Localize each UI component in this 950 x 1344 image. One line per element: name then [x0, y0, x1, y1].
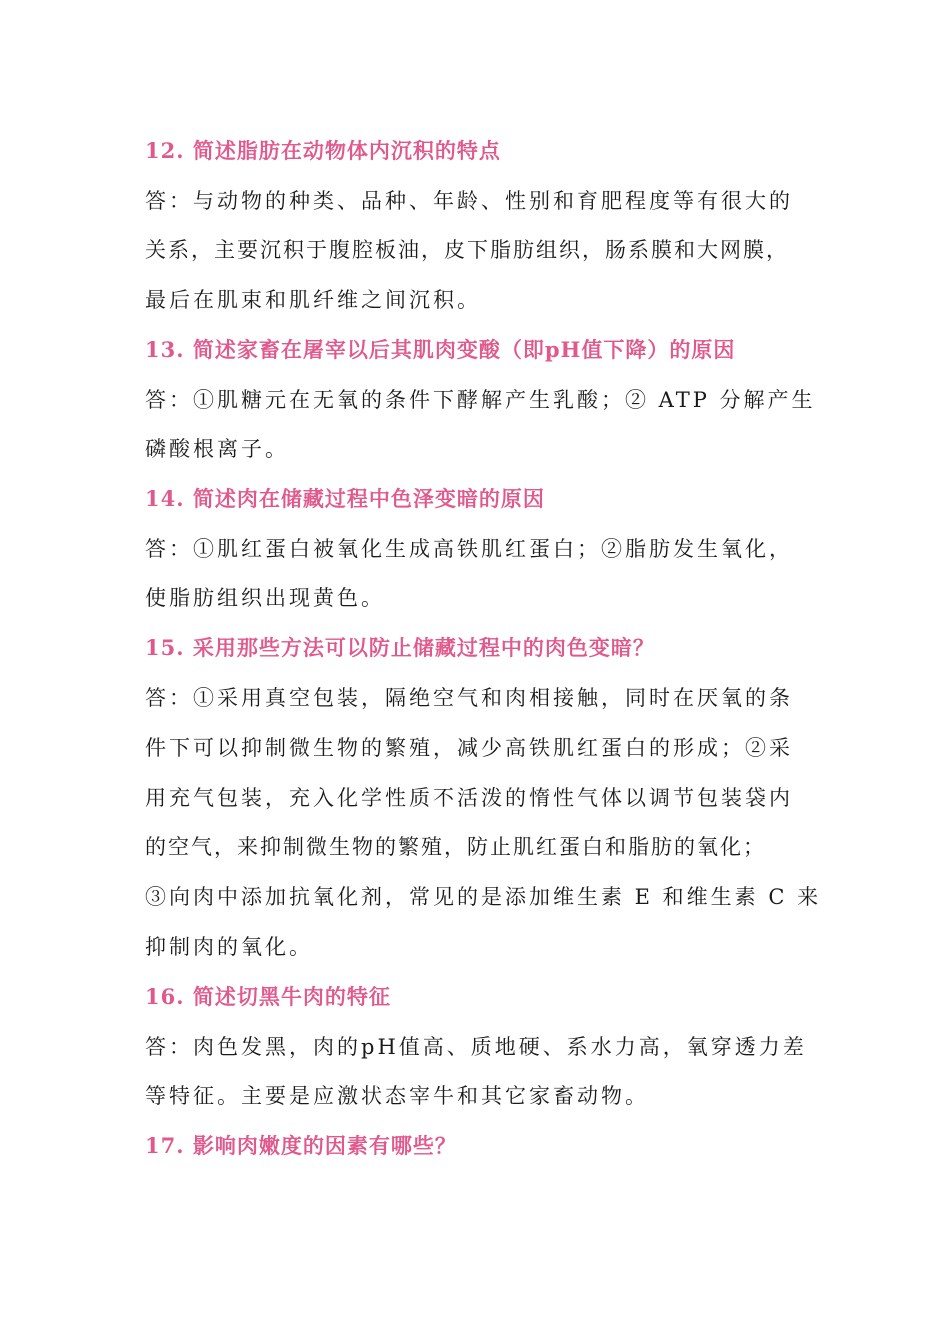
answer-16-line-1: 答：肉色发黑，肉的pH值高、质地硬、系水力高，氧穿透力差: [145, 1035, 807, 1059]
question-13-heading: 13. 简述家畜在屠宰以后其肌肉变酸（即pH值下降）的原因: [145, 337, 736, 362]
question-14-heading: 14. 简述肉在储藏过程中色泽变暗的原因: [145, 486, 545, 511]
answer-12-line-1: 答：与动物的种类、品种、年龄、性别和育肥程度等有很大的: [145, 189, 793, 213]
answer-14-line-2: 使脂肪组织出现黄色。: [145, 586, 385, 610]
answer-12-line-2: 关系，主要沉积于腹腔板油，皮下脂肪组织，肠系膜和大网膜，: [145, 238, 789, 262]
answer-12-line-3: 最后在肌束和肌纤维之间沉积。: [145, 288, 481, 312]
answer-14-line-1: 答：①肌红蛋白被氧化生成高铁肌红蛋白；②脂肪发生氧化，: [145, 537, 793, 561]
question-17-heading: 17. 影响肉嫩度的因素有哪些？: [145, 1133, 457, 1158]
answer-16-line-2: 等特征。主要是应激状态宰牛和其它家畜动物。: [145, 1084, 649, 1108]
question-16-heading: 16. 简述切黑牛肉的特征: [145, 984, 391, 1009]
question-15-heading: 15. 采用那些方法可以防止储藏过程中的肉色变暗？: [145, 635, 655, 660]
answer-15-line-3: 用充气包装，充入化学性质不活泼的惰性气体以调节包装袋内: [145, 786, 793, 810]
answer-15-line-1: 答：①采用真空包装，隔绝空气和肉相接触，同时在厌氧的条: [145, 686, 793, 710]
answer-13-line-1: 答：①肌糖元在无氧的条件下酵解产生乳酸；② ATP 分解产生: [145, 388, 816, 412]
answer-15-line-4: 的空气，来抑制微生物的繁殖，防止肌红蛋白和脂肪的氧化；: [145, 835, 766, 859]
question-12-heading: 12. 简述脂肪在动物体内沉积的特点: [145, 138, 501, 163]
answer-15-line-5: ③向肉中添加抗氧化剂，常见的是添加维生素 E 和维生素 C 来: [145, 885, 822, 909]
answer-13-line-2: 磷酸根离子。: [145, 437, 289, 461]
answer-15-line-6: 抑制肉的氧化。: [145, 935, 313, 959]
answer-15-line-2: 件下可以抑制微生物的繁殖，减少高铁肌红蛋白的形成；②采: [145, 736, 793, 760]
